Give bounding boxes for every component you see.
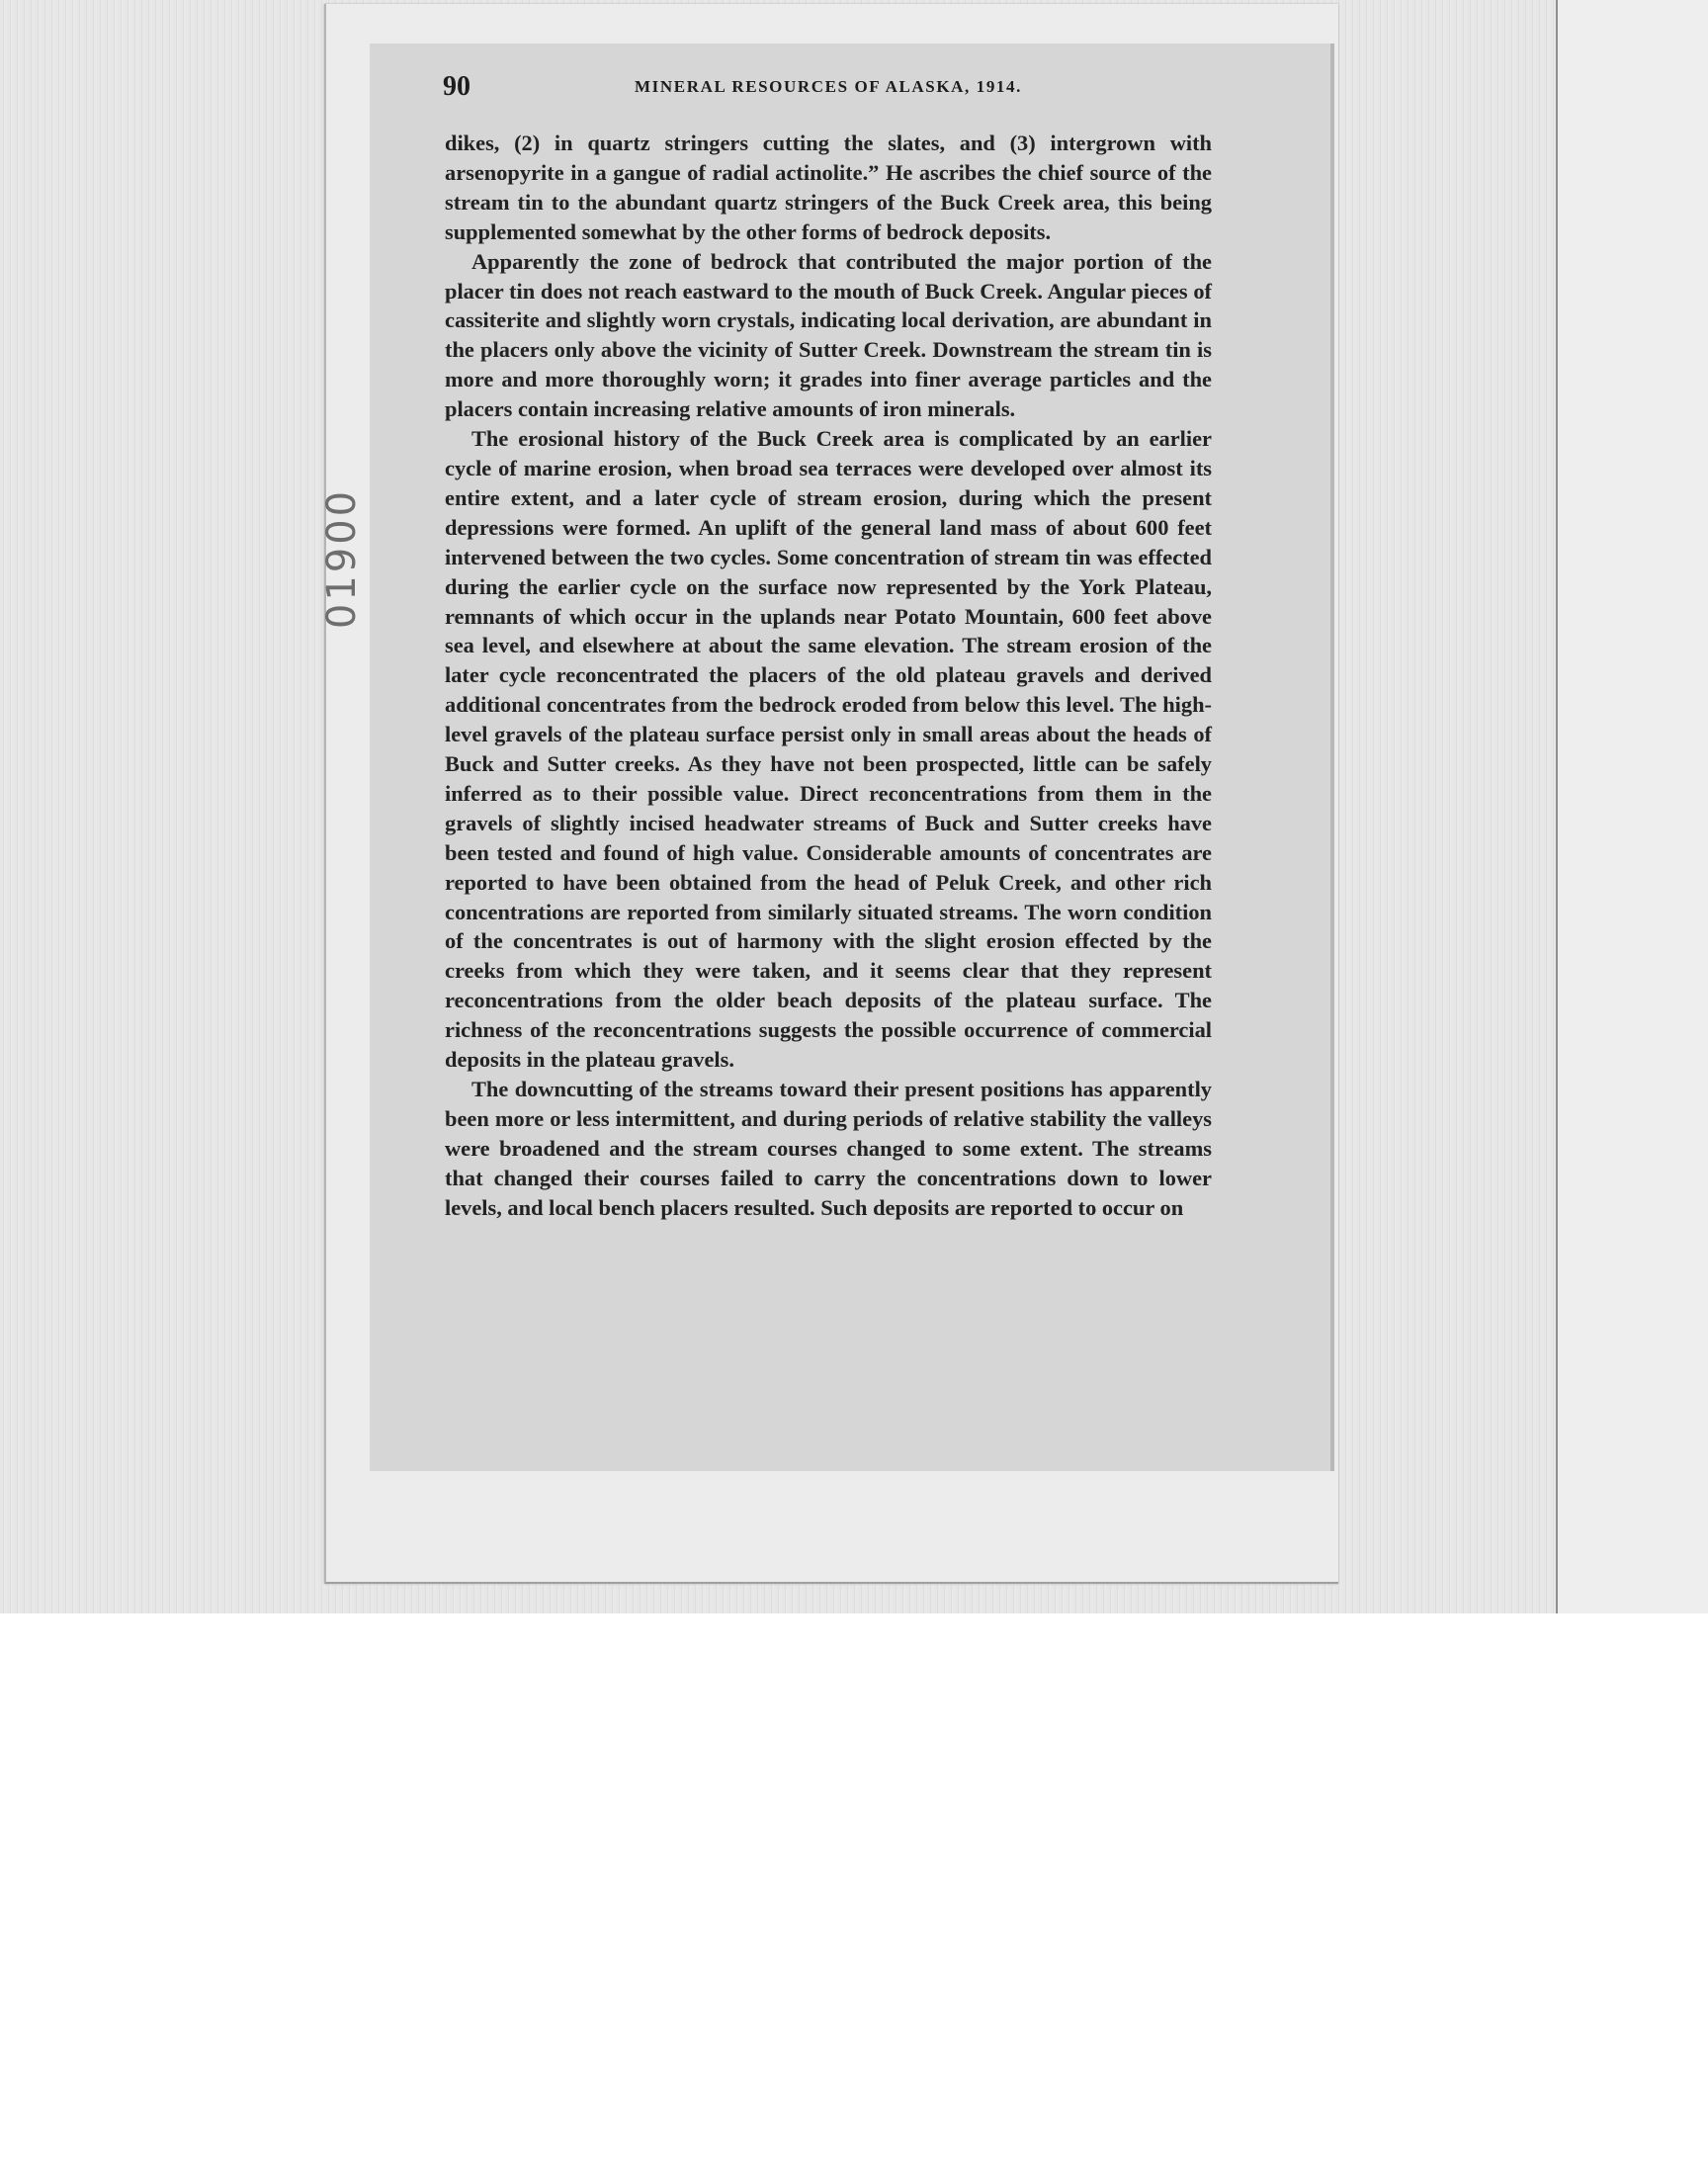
margin-stamp: [314, 465, 370, 652]
page-body: [445, 129, 1212, 1223]
page-number: 90: [443, 71, 470, 102]
paragraph-3: The erosional history of the Buck Creek area is complicated by an earlier cycle of marine erosion, when broad sea terraces were developed over almost its entire extent, and a later cycle of stream erosion, during which the present depressions were formed. An uplift of the general land mass of about 600 feet intervened between the two cycles. Some concentration of stream tin was effected during the earlier cycle on the surface now represented by the York Plateau, remnants of which occur in the uplands near Potato Mountain, 600 feet above sea level, and elsewhere at about the same elevation. The stream erosion of the later cycle reconcentrated the placers of the old plateau gravels and derived additional concentrates from the bedrock eroded from below this level. The high-level gravels of the plateau surface persist only in small areas about the heads of Buck and Sutter creeks. As they have not been prospected, little can be safely inferred as to their possible value. Direct reconcentrations from them in the gravels of slightly incised headwater streams of Buck and Sutter creeks have been tested and found of high value. Considerable amounts of concentrates are reported to have been obtained from the head of Peluk Creek, and other rich concentrations are reported from similarly situated streams. The worn condition of the concentrates is out of harmony with the slight erosion effected by the creeks from which they were taken, and it seems clear that they represent reconcentrations from the older beach deposits of the plateau surface. The richness of the reconcentrations suggests the possible occurrence of commercial deposits in the plateau gravels.: [445, 426, 1212, 1073]
paragraph-4: The downcutting of the streams toward their present positions has apparently been more or less intermittent, and during periods of relative stability the valleys were broadened and the stream courses changed to some extent. The streams that changed their courses failed to carry the concentrations down to lower levels, and local bench placers resulted. Such deposits are reported to occur on: [445, 1077, 1212, 1220]
running-head-title: MINERAL RESOURCES OF ALASKA, 1914.: [635, 77, 1022, 96]
paragraph-2: Apparently the zone of bedrock that contributed the major portion of the placer tin does not reach eastward to the mouth of Buck Creek. Angular pieces of cassiterite and slightly worn crystals, indicating local derivation, are abundant in the placers only above the vicinity of Sutter Creek. Downstream the stream tin is more and more thoroughly worn; it grades into finer average particles and the placers contain increasing relative amounts of iron minerals.: [445, 248, 1212, 422]
margin-stamp-text: 01900: [319, 487, 365, 630]
paragraph-1: dikes, (2) in quartz stringers cutting the slates, and (3) intergrown with arsenopyrite in a gangue of radial actinolite.” He ascribes the chief source of the stream tin to the abundant quartz stringers of the Buck Creek area, this being supplemented somewhat by the other forms of bedrock deposits.: [445, 130, 1212, 244]
adjacent-page-edge: [1556, 0, 1708, 1613]
running-head: [443, 69, 1214, 109]
book-page: [370, 44, 1334, 1471]
